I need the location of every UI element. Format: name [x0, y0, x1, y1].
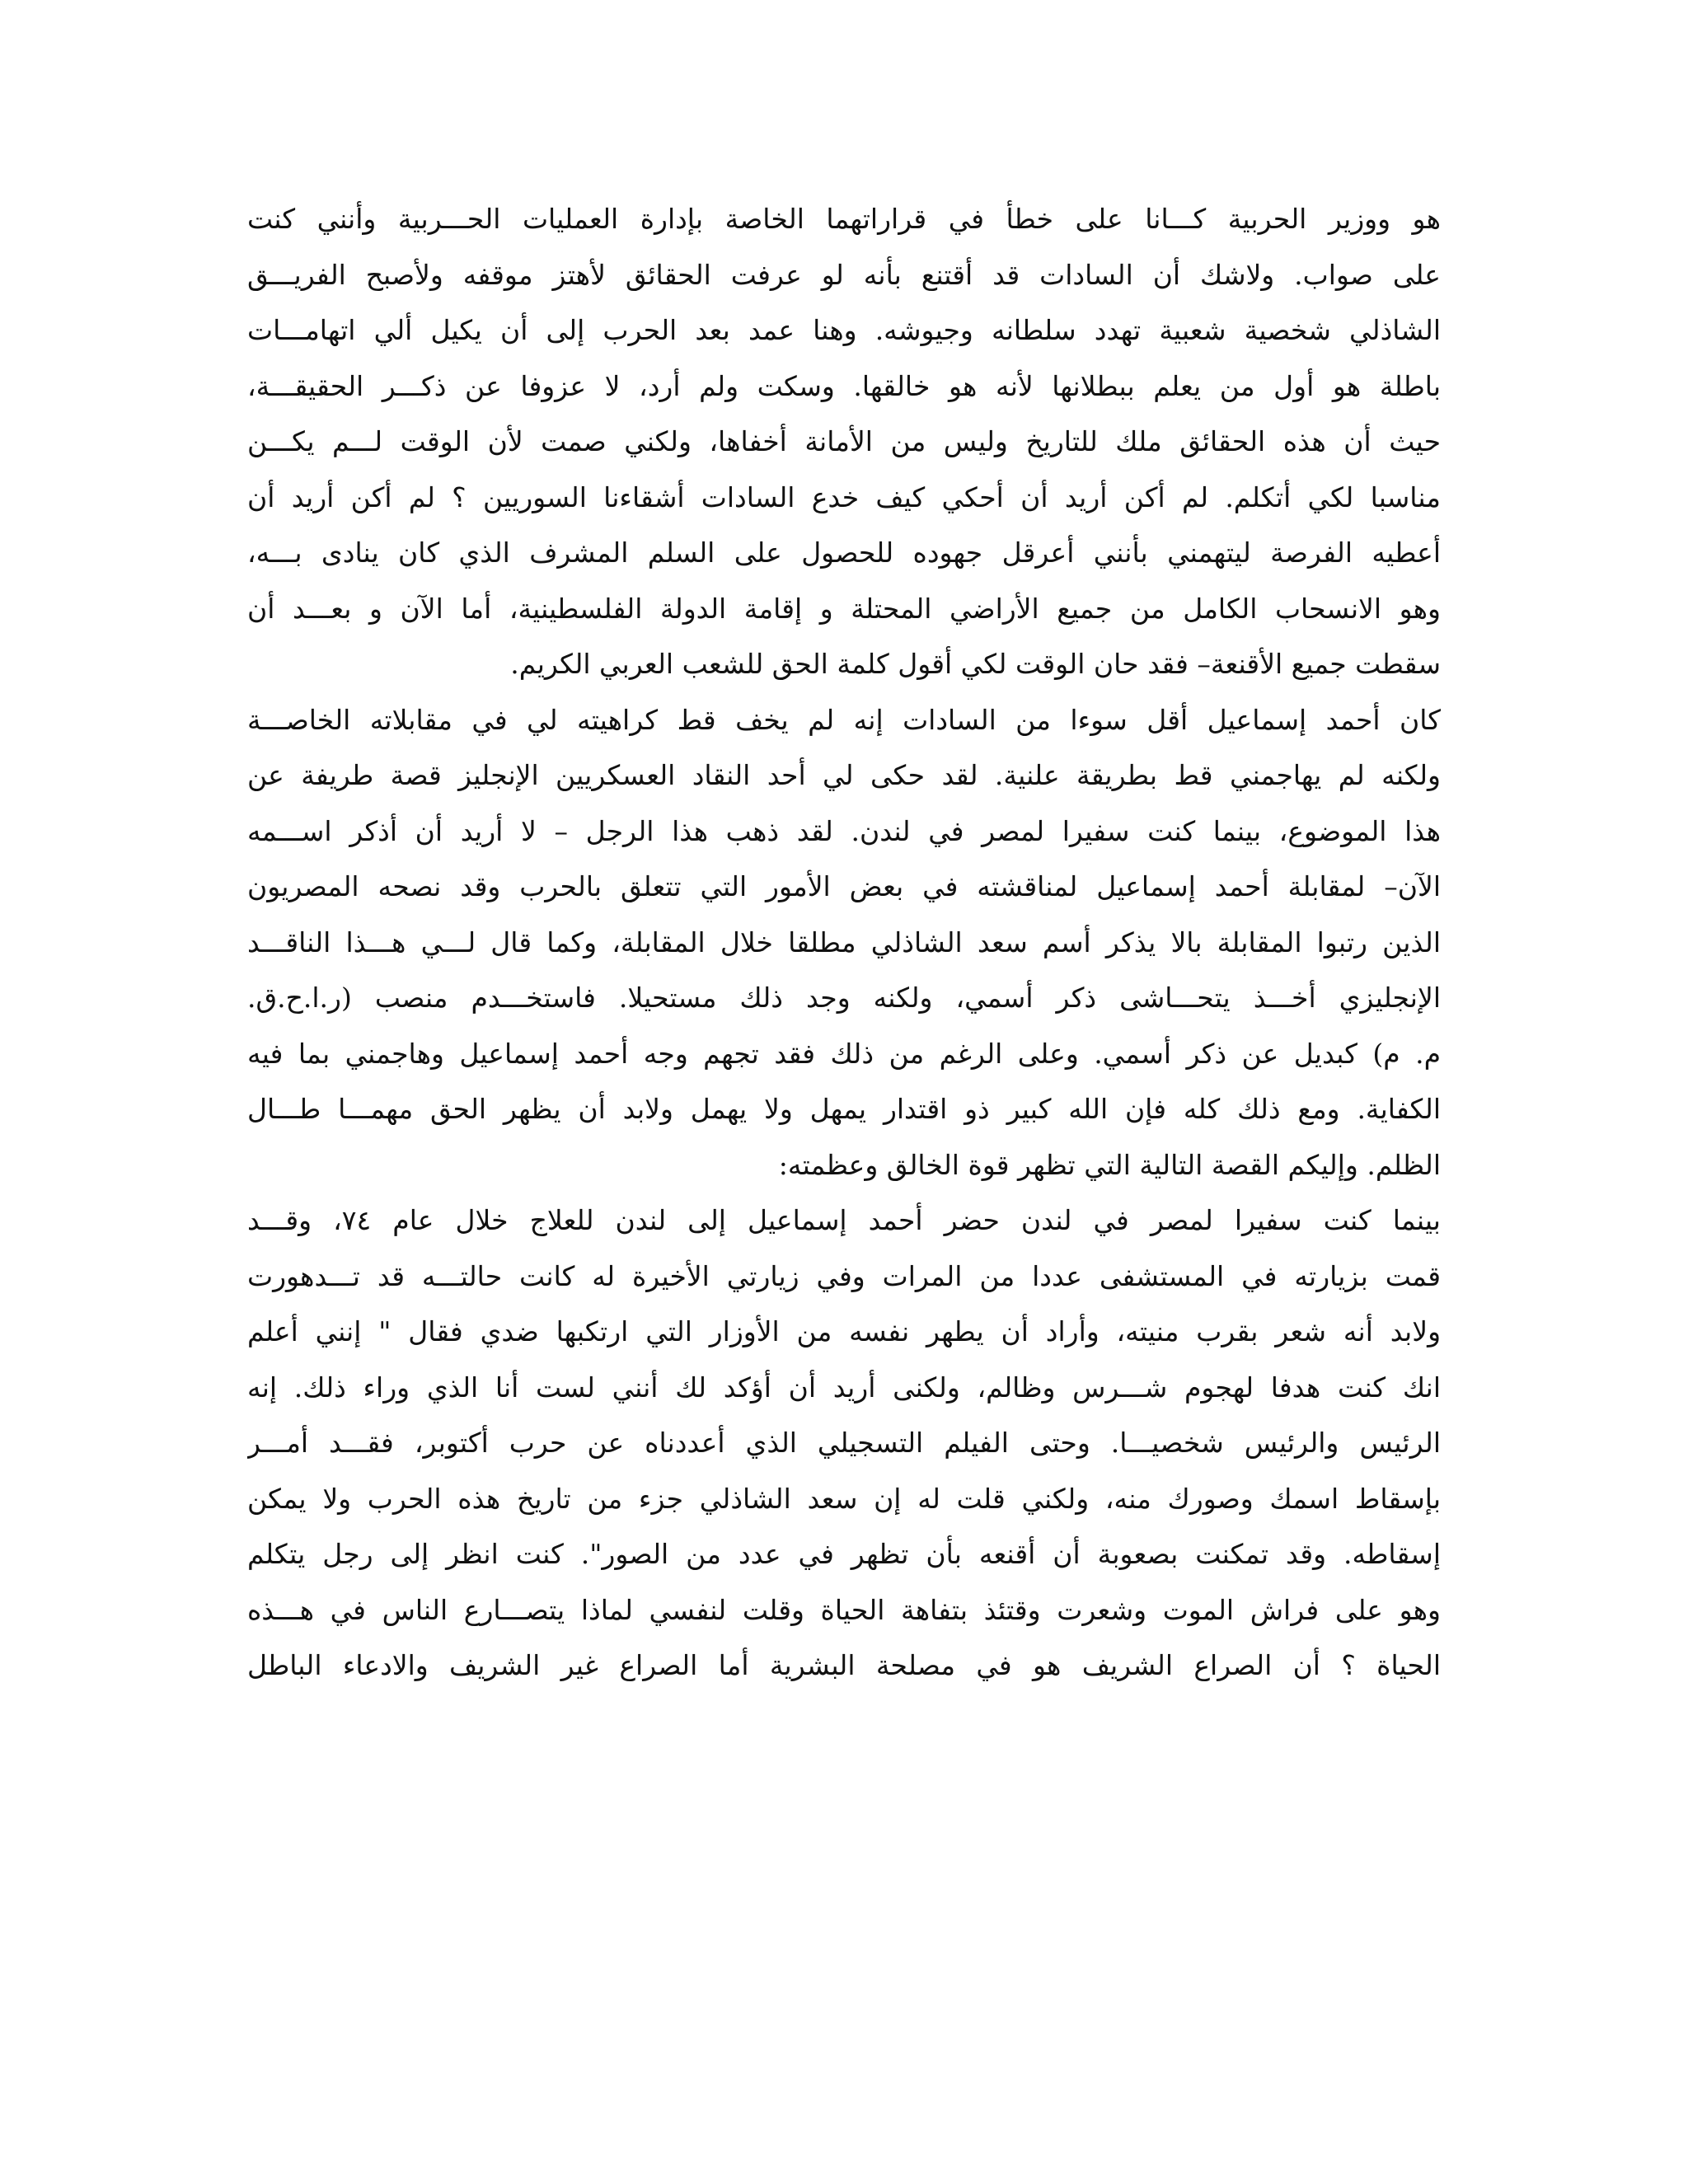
text-line-26: وهو على فراش الموت وشعرت وقتئذ بتفاهة الحياة وقلت لنفسي لماذا يتصـــارع الناس في هـــذه: [247, 1593, 1441, 1626]
text-line-20: قمت بزيارته في المستشفى عددا من المرات وفي زيارتي الأخيرة له كانت حالتـــه قد تـــدهورت: [247, 1259, 1441, 1292]
text-line-6: مناسبا لكي أتكلم. لم أكن أريد أن أحكي كيف خدع السادات أشقاءنا السوريين ؟ لم أكن أريد أن: [247, 480, 1441, 513]
text-line-17: الكفاية. ومع ذلك كله فإن الله كبير ذو اقتدار يمهل ولا يهمل ولابد أن يظهر الحق مهمـــا طـــال: [247, 1093, 1441, 1125]
text-line-16: م. م) كبديل عن ذكر أسمي. وعلى الرغم من ذلك فقد تجهم وجه أحمد إسماعيل وهاجمني بما فيه: [247, 1037, 1441, 1070]
text-line-5: حيث أن هذه الحقائق ملك للتاريخ وليس من الأمانة أخفاها، ولكني صمت لأن الوقت لـــم يكـــن: [247, 425, 1441, 457]
text-line-10: كان أحمد إسماعيل أقل سوءا من السادات إنه لم يخف قط كراهيته لي في مقابلاته الخاصـــة: [247, 703, 1441, 736]
text-line-4: باطلة هو أول من يعلم ببطلانها لأنه هو خالقها. وسكت ولم أرد، لا عزوفا عن ذكـــر الحقيقـــة،: [247, 369, 1441, 402]
text-line-15: الإنجليزي أخـــذ يتحـــاشى ذكر أسمي، ولكنه وجد ذلك مستحيلا. فاستخـــدم منصب (ر.ا.ح.ق.: [247, 982, 1441, 1014]
text-line-11: ولكنه لم يهاجمني قط بطريقة علنية. لقد حكى لي أحد النقاد العسكريين الإنجليز قصة طريفة عن: [247, 759, 1441, 791]
text-line-1: هو ووزير الحربية كـــانا على خطأ في قراراتهما الخاصة بإدارة العمليات الحـــربية وأنني كنت: [247, 203, 1441, 235]
text-line-14: الذين رتبوا المقابلة بالا يذكر أسم سعد الشاذلي مطلقا خلال المقابلة، وكما قال لـــي هـــذا الناقـــد: [247, 926, 1441, 958]
body-text: [247, 191, 1441, 1694]
text-line-19: بينما كنت سفيرا لمصر في لندن حضر أحمد إسماعيل إلى لندن للعلاج خلال عام ٧٤، وقـــد: [247, 1204, 1441, 1236]
text-line-9: سقطت جميع الأقنعة– فقد حان الوقت لكي أقول كلمة الحق للشعب العربي الكريم.: [510, 648, 1441, 680]
text-line-27: الحياة ؟ أن الصراع الشريف هو في مصلحة البشرية أما الصراع غير الشريف والادعاء الباطل: [247, 1649, 1441, 1681]
text-line-21: ولابد أنه شعر بقرب منيته، وأراد أن يطهر نفسه من الأوزار التي ارتكبها ضدي فقال " إنني أعلم: [247, 1315, 1441, 1347]
text-line-24: بإسقاط اسمك وصورك منه، ولكني قلت له إن سعد الشاذلي جزء من تاريخ هذه الحرب ولا يمكن: [247, 1482, 1441, 1515]
text-line-18: الظلم. وإليكم القصة التالية التي تظهر قوة الخالق وعظمته:: [778, 1148, 1441, 1181]
text-line-8: وهو الانسحاب الكامل من جميع الأراضي المحتلة و إقامة الدولة الفلسطينية، أما الآن و بعـــد أن: [247, 592, 1441, 625]
text-line-12: هذا الموضوع، بينما كنت سفيرا لمصر في لندن. لقد ذهب هذا الرجل – لا أريد أن أذكر اســـمه: [247, 814, 1441, 847]
text-line-22: انك كنت هدفا لهجوم شـــرس وظالم، ولكنى أريد أن أؤكد لك أنني لست أنا الذي وراء ذلك. إنه: [247, 1371, 1441, 1404]
text-line-25: إسقاطه. وقد تمكنت بصعوبة أن أقنعه بأن تظهر في عدد من الصور". كنت انظر إلى رجل يتكلم: [247, 1538, 1441, 1570]
text-line-13: الآن– لمقابلة أحمد إسماعيل لمناقشته في بعض الأمور التي تتعلق بالحرب وقد نصحه المصريون: [247, 870, 1441, 902]
text-line-2: على صواب. ولاشك أن السادات قد أقتنع بأنه لو عرفت الحقائق لأهتز موقفه ولأصبح الفريـــق: [247, 258, 1441, 291]
text-line-3: الشاذلي شخصية شعبية تهدد سلطانه وجيوشه. وهنا عمد بعد الحرب إلى أن يكيل ألي اتهامـــات: [247, 314, 1441, 346]
text-line-23: الرئيس والرئيس شخصيـــا. وحتى الفيلم التسجيلي الذي أعددناه عن حرب أكتوبر، فقـــد أمـــر: [247, 1427, 1441, 1459]
text-line-7: أعطيه الفرصة ليتهمني بأنني أعرقل جهوده للحصول على السلم المشرف الذي كان ينادى بـــه،: [247, 537, 1441, 569]
